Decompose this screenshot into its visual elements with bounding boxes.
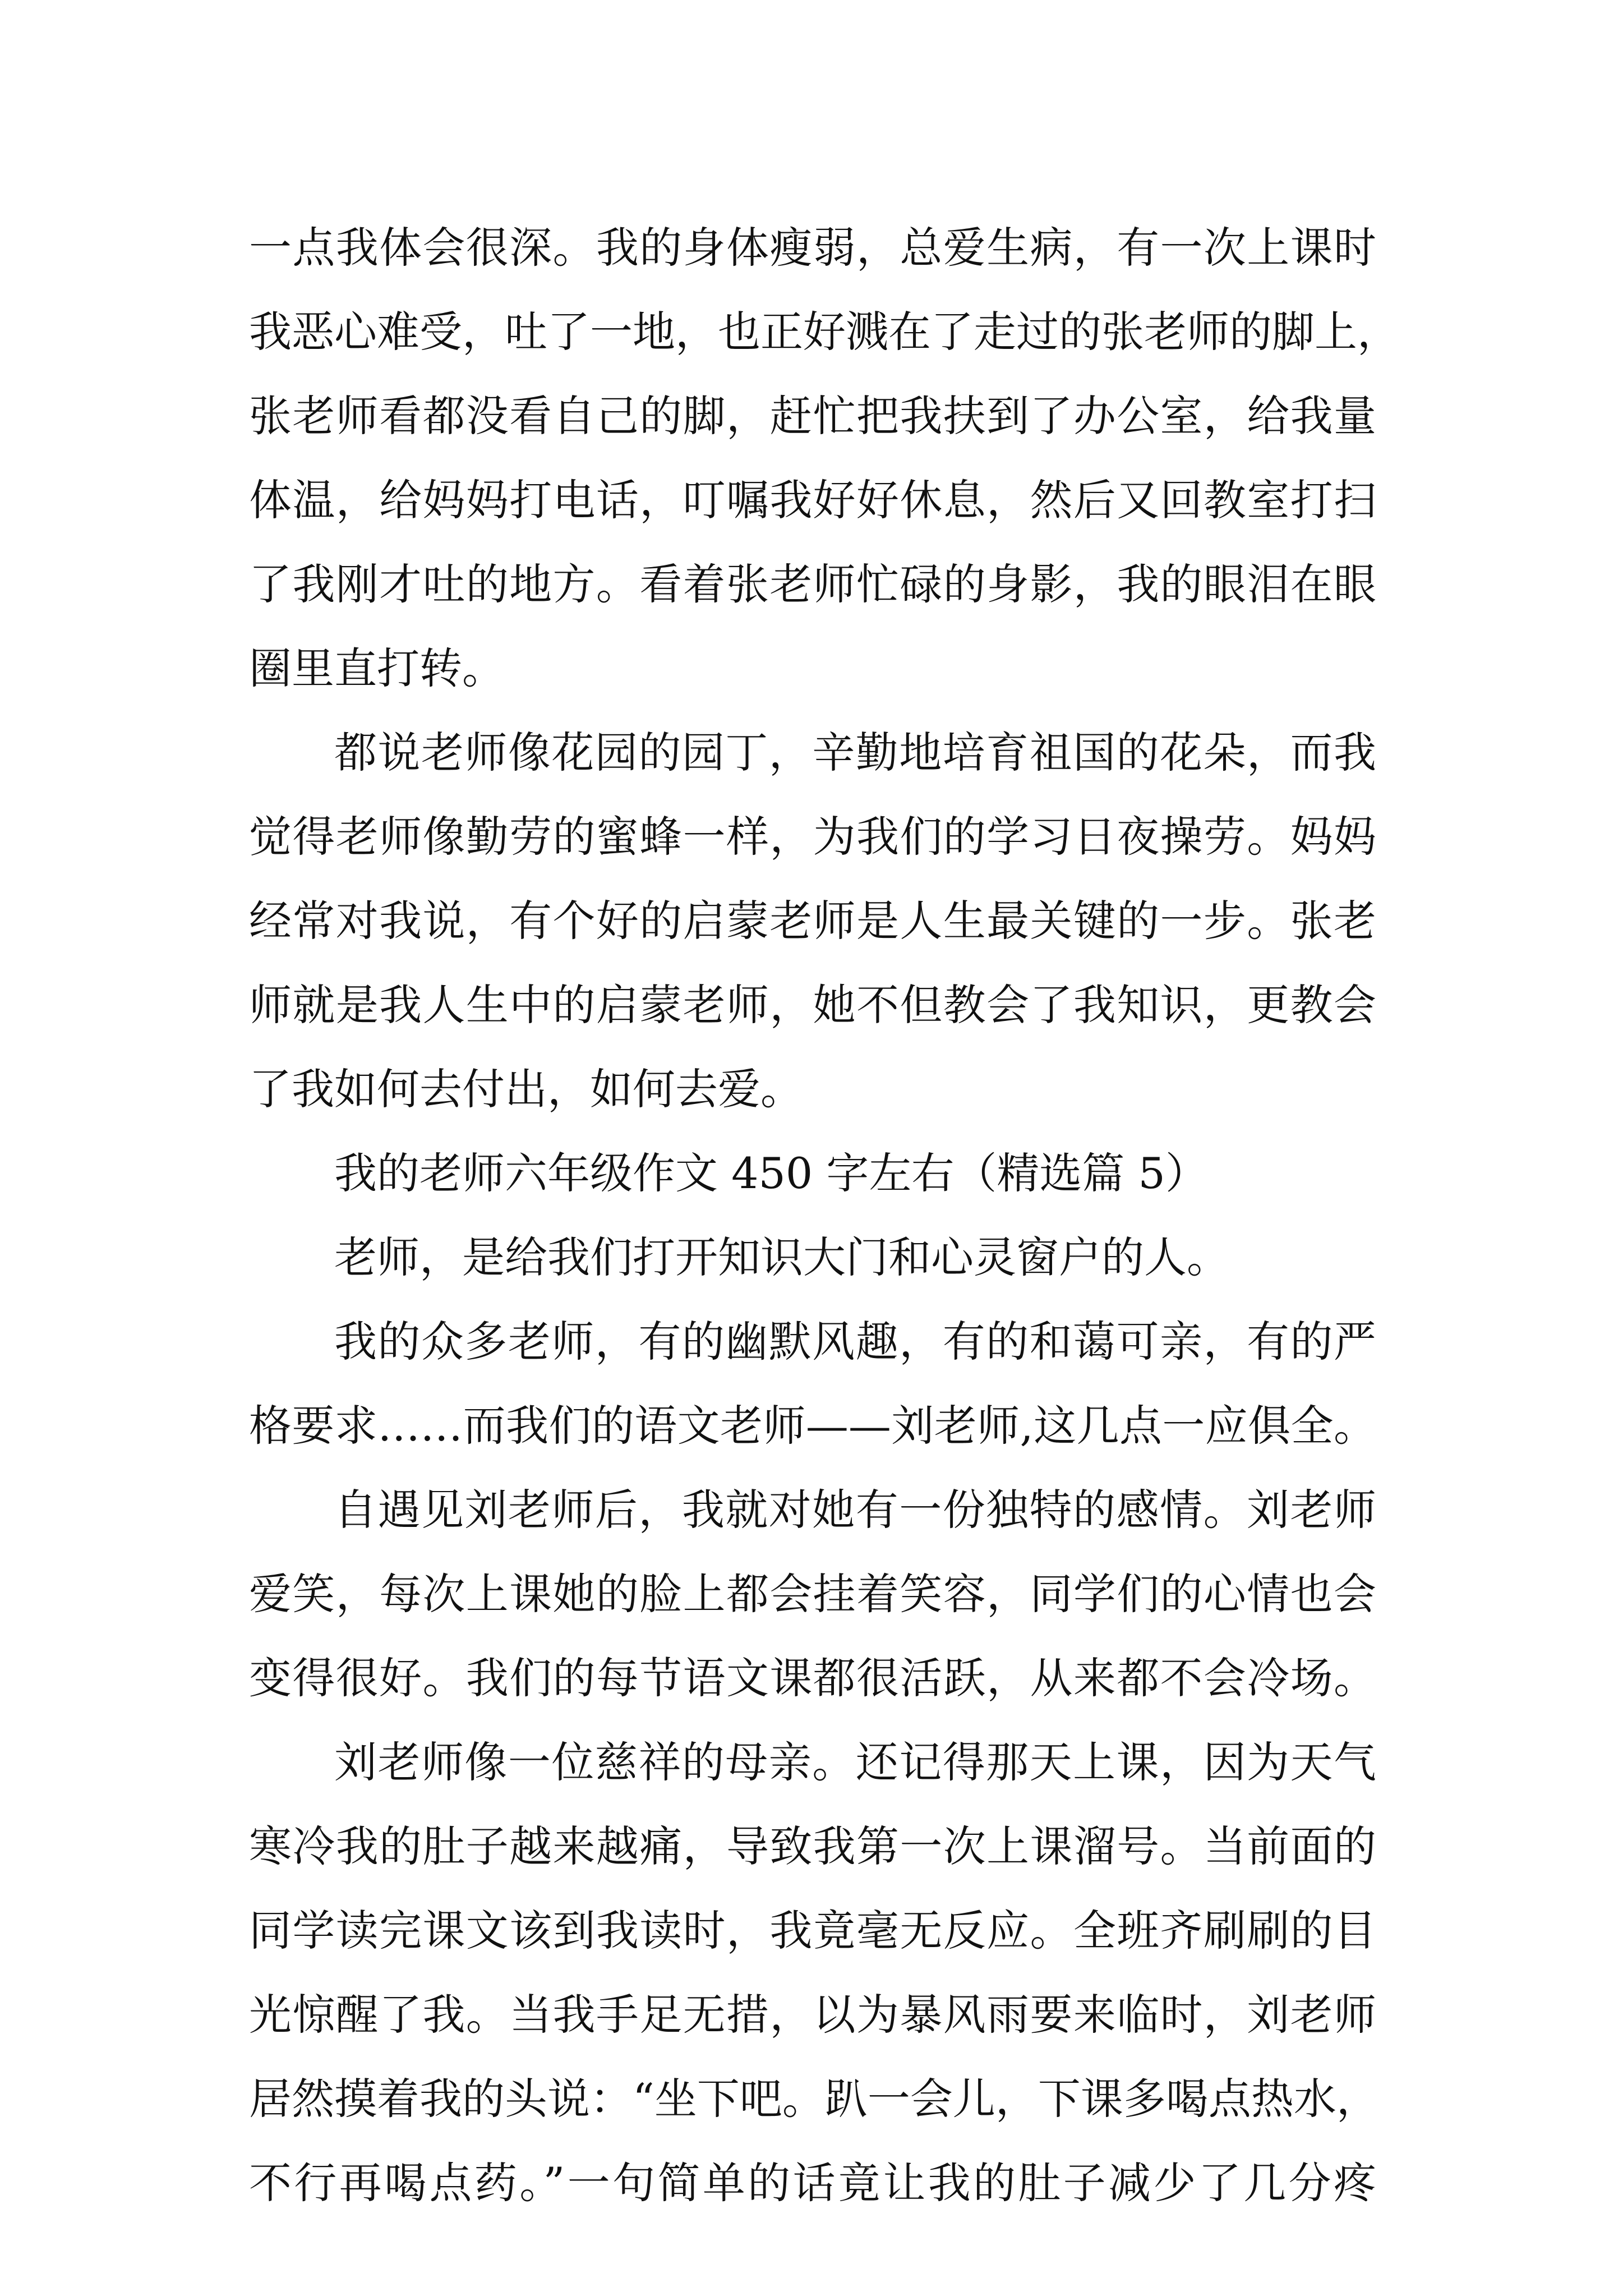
paragraph-line: 自遇见刘老师后，我就对她有一份独特的感情。刘老师	[334, 1485, 1376, 1535]
paragraph-line: 爱笑，每次上课她的脸上都会挂着笑容，同学们的心情也会	[249, 1569, 1376, 1619]
paragraph-line: 同学读完课文该到我读时，我竟毫无反应。全班齐刷刷的目	[249, 1906, 1376, 1955]
paragraph-line: 体温，给妈妈打电话，叮嘱我好好休息，然后又回教室打扫	[249, 475, 1376, 525]
paragraph-line: 觉得老师像勤劳的蜜蜂一样，为我们的学习日夜操劳。妈妈	[249, 812, 1376, 862]
paragraph-line: 我的众多老师，有的幽默风趣，有的和蔼可亲，有的严	[334, 1317, 1376, 1366]
paragraph-line: 格要求……而我们的语文老师——刘老师,这几点一应俱全。	[249, 1401, 1376, 1451]
paragraph-line: 了我刚才吐的地方。看着张老师忙碌的身影，我的眼泪在眼	[249, 559, 1376, 609]
paragraph-line: 居然摸着我的头说：“坐下吧。趴一会儿，下课多喝点热水，	[249, 2074, 1379, 2124]
paragraph-line: 不行再喝点药。”一句简单的话竟让我的肚子减少了几分疼	[249, 2158, 1376, 2208]
paragraph-line: 都说老师像花园的园丁，辛勤地培育祖国的花朵，而我	[334, 728, 1376, 777]
paragraph-line: 张老师看都没看自己的脚，赶忙把我扶到了办公室，给我量	[249, 391, 1376, 441]
paragraph-line: 一点我体会很深。我的身体瘦弱，总爱生病，有一次上课时	[249, 223, 1376, 273]
paragraph-line: 师就是我人生中的启蒙老师，她不但教会了我知识，更教会	[249, 980, 1376, 1030]
paragraph-line: 刘老师像一位慈祥的母亲。还记得那天上课，因为天气	[334, 1737, 1376, 1787]
paragraph-line: 圈里直打转。	[249, 643, 505, 693]
paragraph-line: 了我如何去付出，如何去爱。	[249, 1064, 803, 1114]
paragraph-line: 经常对我说，有个好的启蒙老师是人生最关键的一步。张老	[249, 896, 1376, 946]
paragraph-line: 光惊醒了我。当我手足无措，以为暴风雨要来临时，刘老师	[249, 1990, 1376, 2040]
paragraph-line: 寒冷我的肚子越来越痛，导致我第一次上课溜号。当前面的	[249, 1821, 1376, 1871]
paragraph-line: 我恶心难受，吐了一地，也正好溅在了走过的张老师的脚上，	[249, 307, 1400, 357]
paragraph-line: 变得很好。我们的每节语文课都很活跃，从来都不会冷场。	[249, 1653, 1376, 1703]
paragraph-line: 老师，是给我们打开知识大门和心灵窗户的人。	[334, 1232, 1229, 1282]
section-heading: 我的老师六年级作文 450 字左右（精选篇 5）	[334, 1148, 1208, 1198]
